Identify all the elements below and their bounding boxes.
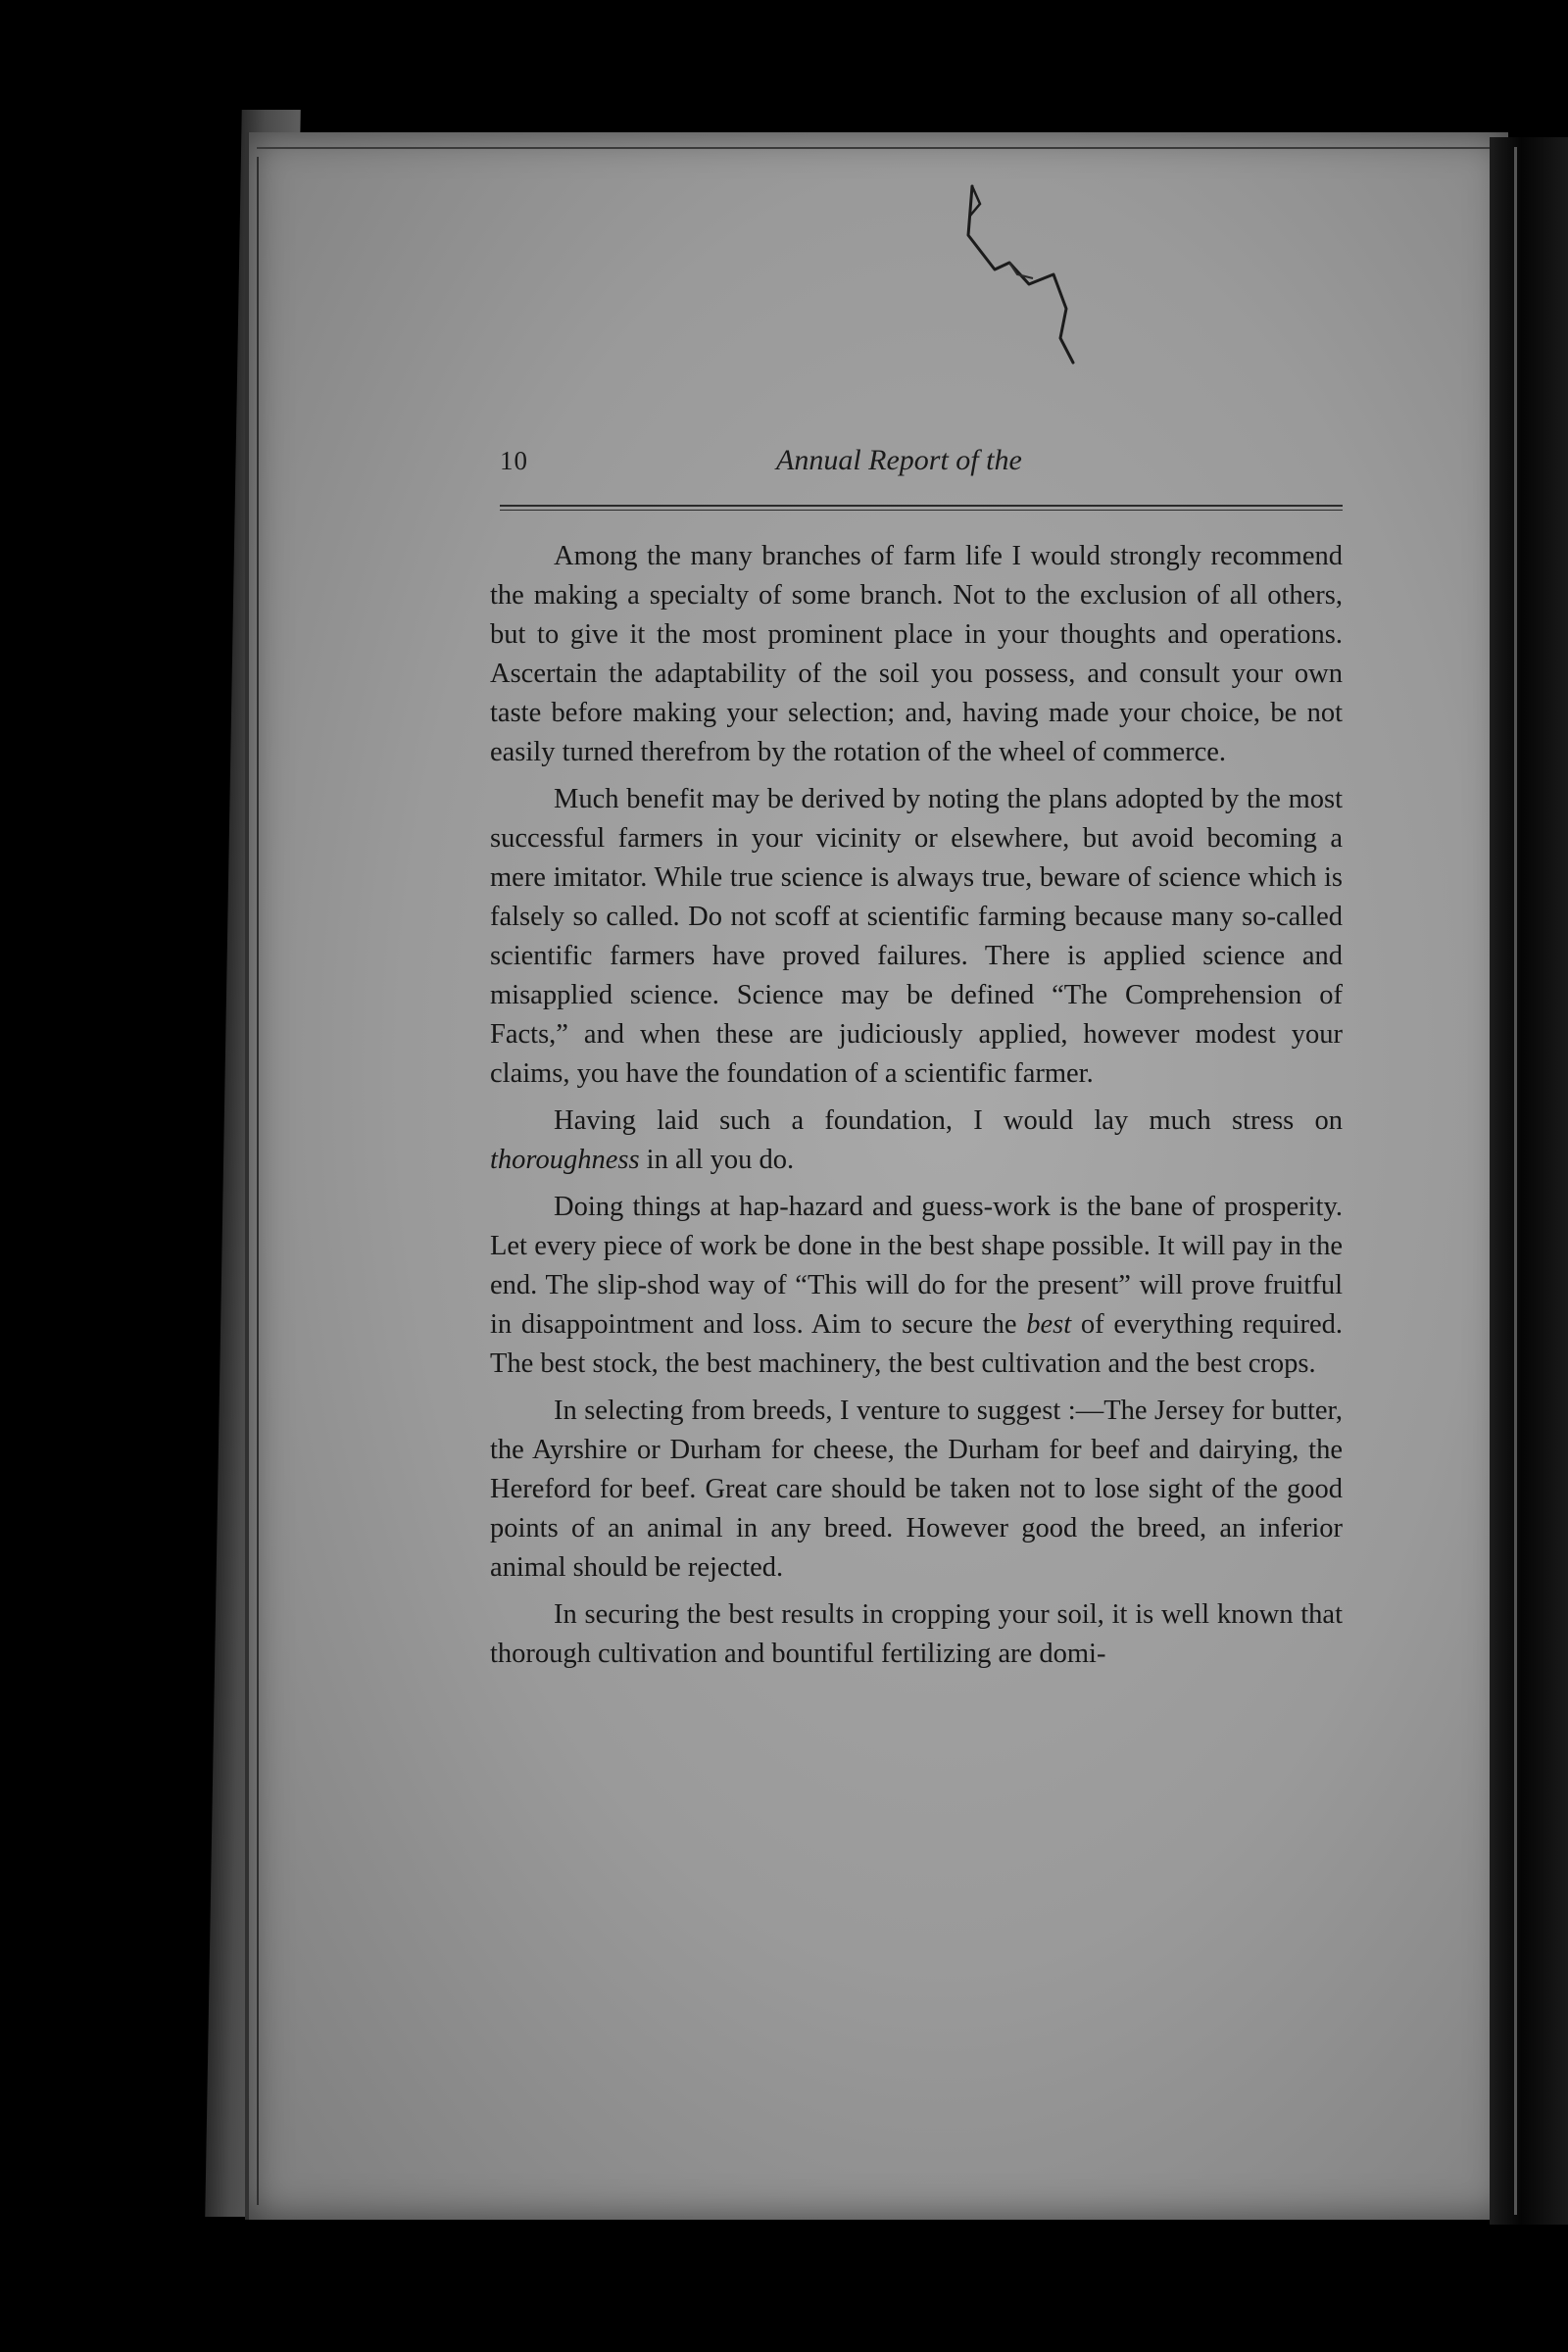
body-text — [490, 537, 1343, 1682]
page-top-border-line — [257, 147, 1492, 149]
running-title: Annual Report of the — [776, 444, 1022, 476]
paragraph: Among the many branches of farm life I would strongly recommend the making a specialty of some branch. Not to the exclusion of all others, but to give it the most prominent place in your thoughts and operations. Ascertain the adaptability of the soil you possess, and consult your own taste before making your selection; and, having made your choice, be not easily turned therefrom by the rotation of the wheel of commerce. — [490, 541, 1343, 767]
paragraph: In securing the best results in cropping your soil, it is well known that thorough cultivation and bountiful fertilizing are domi- — [490, 1599, 1343, 1669]
paragraph: Much benefit may be derived by noting the plans adopted by the most successful farmers in your vicinity or elsewhere, but avoid becoming a mere imitator. While true science is always true, beware of science which is falsely so called. Do not scoff at scientific farming because many so-called scientific farmers have proved failures. There is applied science and misapplied science. Science may be defined “The Comprehension of Facts,” and when these are judiciously applied, however modest your claims, you have the foundation of a scientific farmer. — [490, 784, 1343, 1089]
header-rule — [500, 505, 1343, 511]
emphasized-word: best — [1026, 1309, 1072, 1340]
paragraph-text: Having laid such a foundation, I would lay much stress on — [554, 1105, 1343, 1136]
binding-edge-line — [1514, 147, 1517, 2215]
paragraph — [490, 1102, 1343, 1180]
emphasized-word: thoroughness — [490, 1145, 640, 1175]
running-head — [500, 446, 1441, 495]
paragraph — [490, 1188, 1343, 1384]
paragraph-text: Doing things at hap-hazard and guess-work is the bane of prosperity. Let every piece of work be done in the best shape possible. It will pay in the end. The slip-shod way of “This will do for the present” will prove fruitful in disappointment and loss. Aim to secure the — [490, 1192, 1343, 1340]
paragraph: In selecting from breeds, I venture to suggest :—The Jersey for butter, the Ayrshire or Durham for cheese, the Durham for beef and dairying, the Hereford for beef. Great care should be taken not to lose sight of the good points of an animal in any breed. However good the breed, an inferior animal should be rejected. — [490, 1396, 1343, 1583]
page-number: 10 — [500, 446, 528, 475]
paragraph-text: of everything required. The best stock, the best machinery, the best cultivation and the best crops. — [490, 1309, 1344, 1379]
pen-scribble-mark — [951, 176, 1107, 372]
page-border-line — [257, 157, 259, 2205]
paragraph-text: in all you do. — [646, 1145, 795, 1175]
book-binding-shadow — [1490, 137, 1568, 2225]
